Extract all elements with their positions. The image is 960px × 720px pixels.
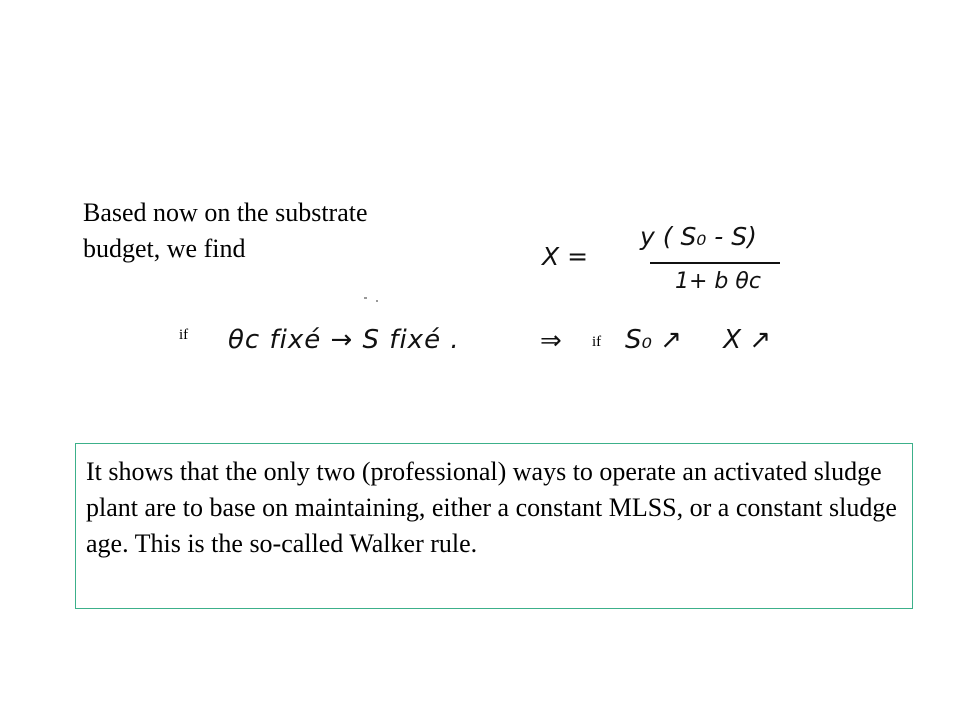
intro-line-2: budget, we find xyxy=(83,234,246,263)
formula-denominator: 1+ b θc xyxy=(675,269,761,294)
note-text: It shows that the only two (professional) ways to operate an activated sludge plant are to base on maintaining, either a constant MLSS, or a constant sludge age. This is the so-called Walker rule. xyxy=(86,457,897,558)
if-label-2: if xyxy=(592,334,602,350)
implies-arrow: ⇒ xyxy=(540,326,562,356)
handwritten-condition-1: θc fixé → S fixé . xyxy=(228,325,460,355)
scan-dot xyxy=(364,297,367,299)
handwritten-condition-2: S₀ ↗ X ↗ xyxy=(625,325,772,355)
walker-rule-note xyxy=(75,443,913,609)
formula-lhs: X = xyxy=(542,242,589,271)
formula-numerator: y ( S₀ - S) xyxy=(640,222,757,251)
if-label-1: if xyxy=(179,327,189,343)
scan-dot xyxy=(376,300,378,302)
intro-line-1: Based now on the substrate xyxy=(83,198,368,227)
fraction-bar xyxy=(650,262,780,264)
intro-text xyxy=(83,195,463,267)
handwritten-formula xyxy=(540,222,790,302)
